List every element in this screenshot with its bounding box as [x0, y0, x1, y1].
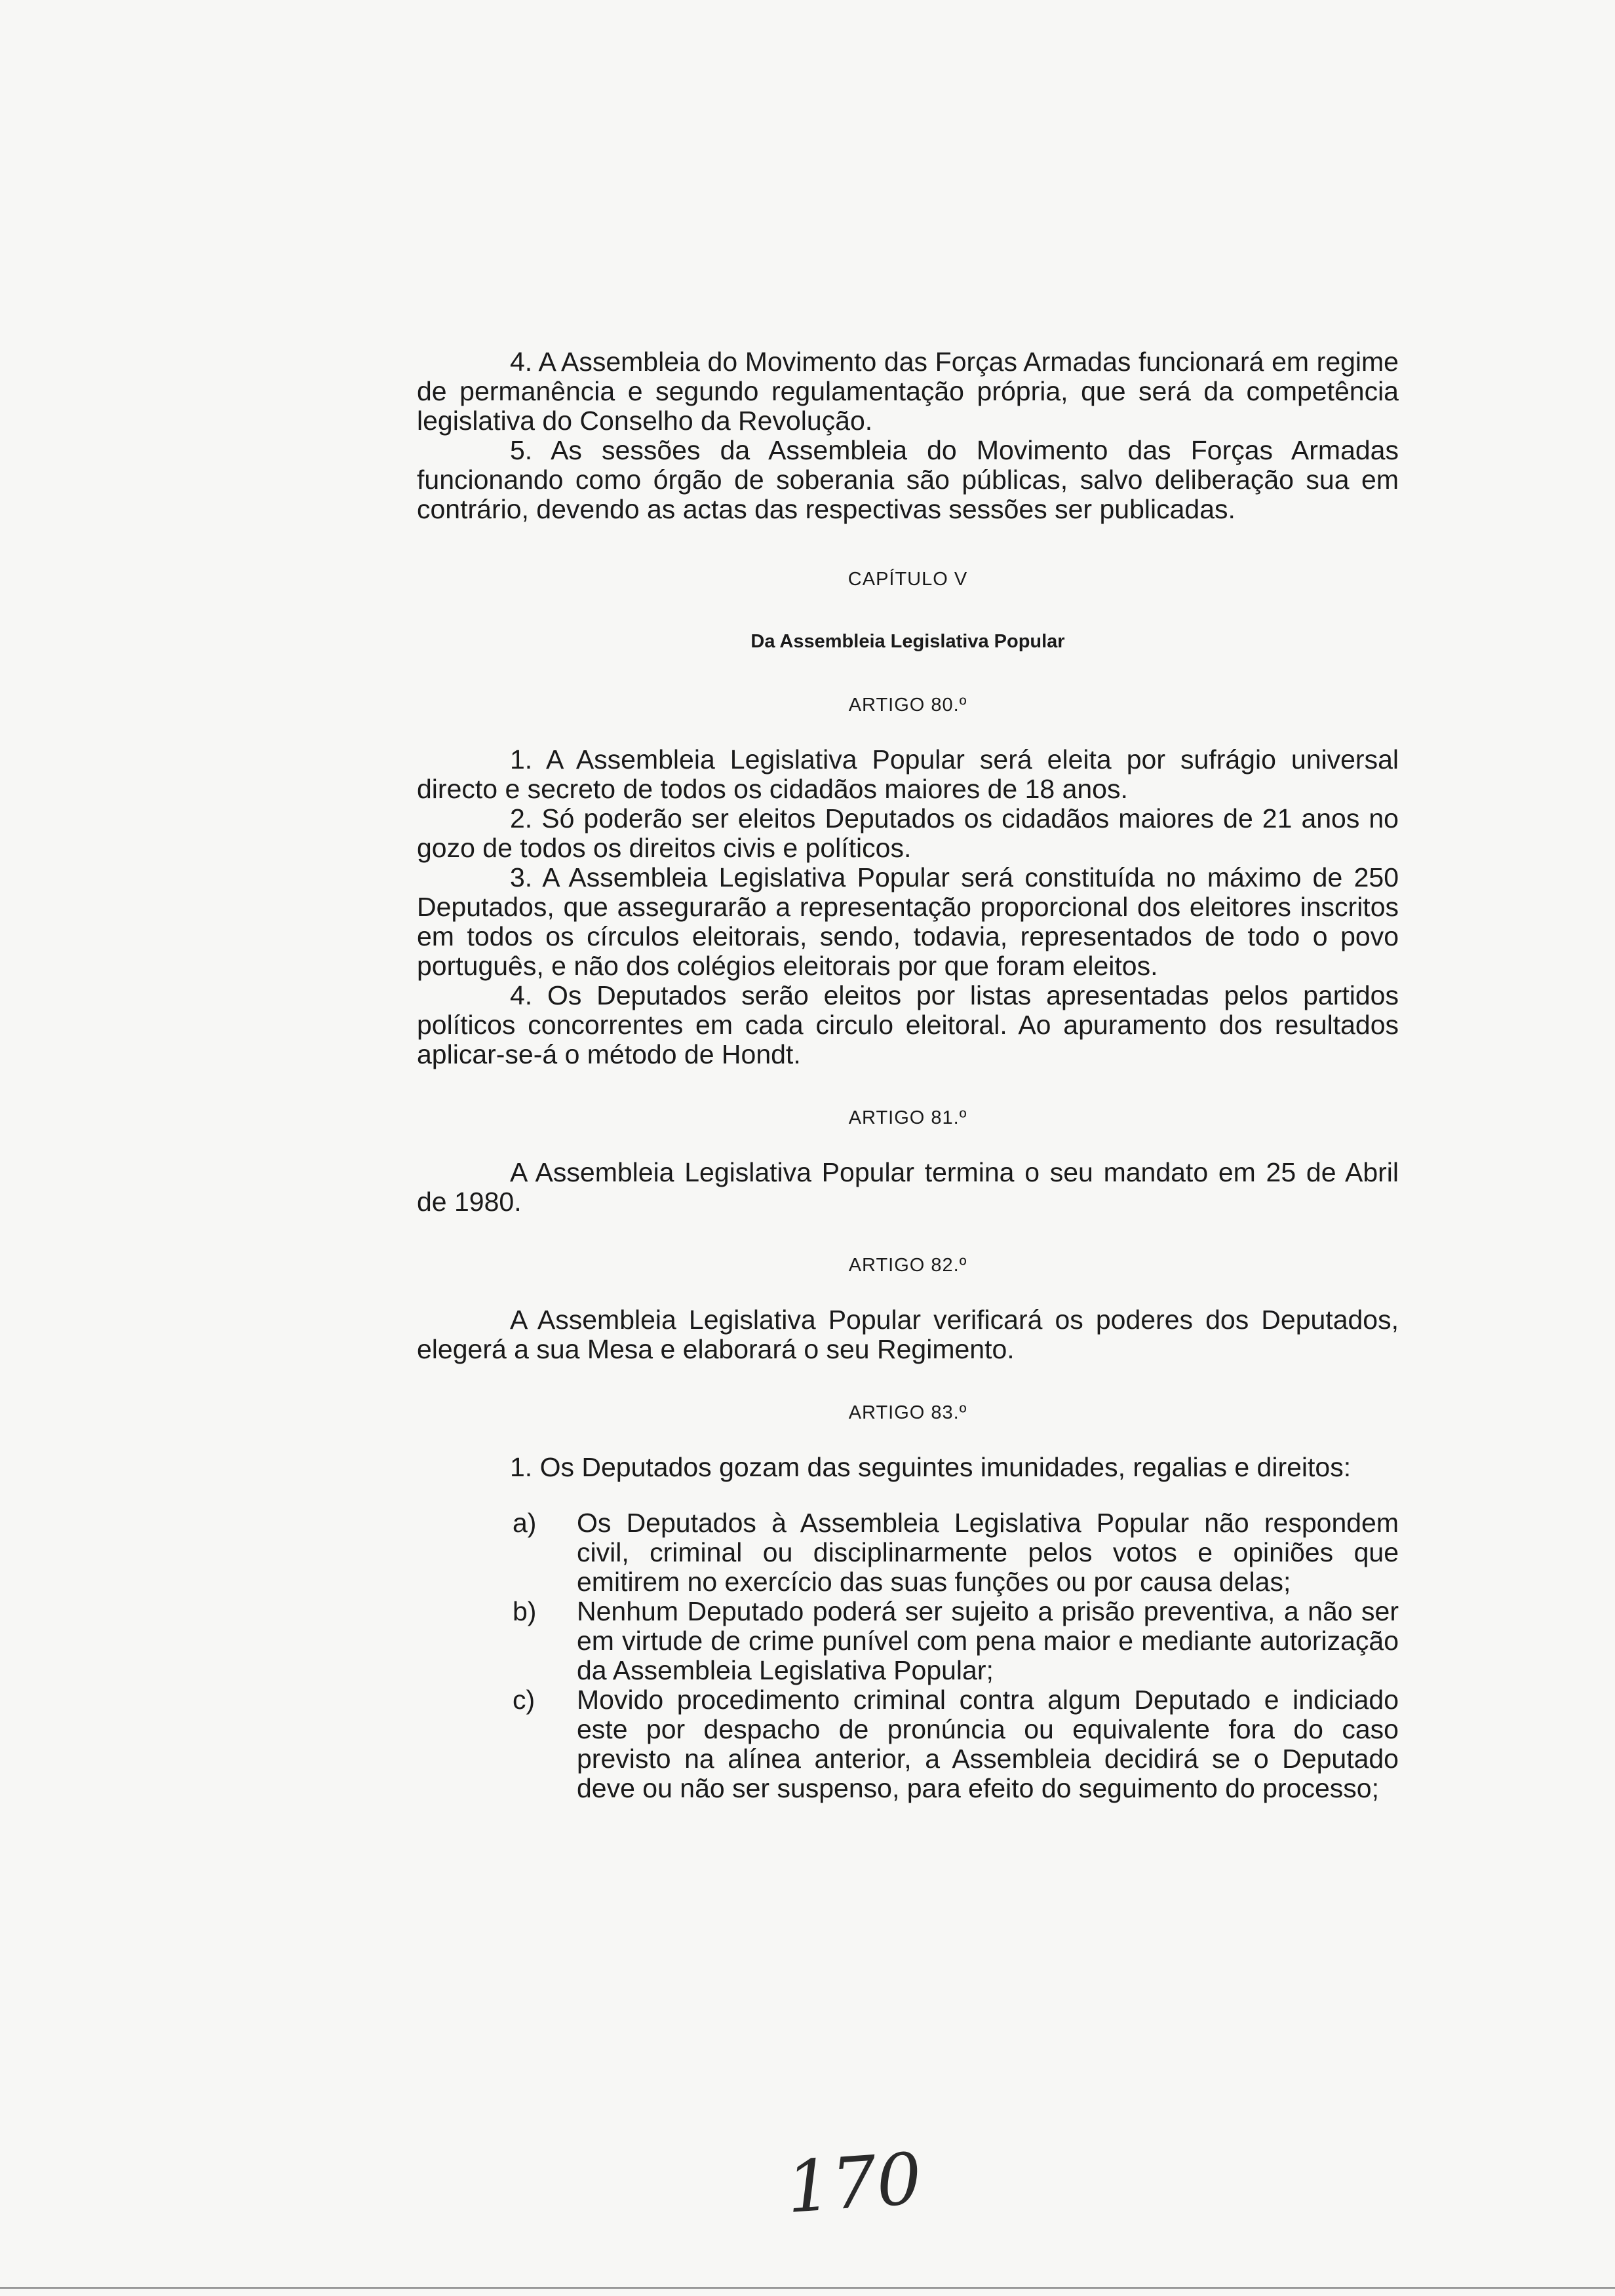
- article-81-heading: ARTIGO 81.º: [848, 1107, 967, 1128]
- handwritten-page-number: 170: [783, 2137, 925, 2230]
- alinea-letter: a): [513, 1508, 537, 1538]
- document-page: [417, 347, 1399, 1803]
- article-80-paragraph-2: 2. Só poderão ser eleitos Deputados os cidadãos maiores de 21 anos no gozo de todos os direitos civis e políticos.: [417, 803, 1399, 863]
- paragraph-5: 5. As sessões da Assembleia do Movimento das Forças Armadas funcionando como órgão de soberania são públicas, salvo deliberação sua em contrário, devendo as actas das respectivas sessões ser publicadas.: [417, 435, 1399, 524]
- alinea-a: [417, 1508, 1399, 1597]
- article-80-paragraph-4: 4. Os Deputados serão eleitos por listas apresentadas pelos partidos políticos concorrentes em cada circulo eleitoral. Ao apuramento dos resultados aplicar-se-á o método de Hondt.: [417, 980, 1399, 1069]
- article-83-paragraph-1: 1. Os Deputados gozam das seguintes imunidades, regalias e direitos:: [510, 1452, 1352, 1482]
- scan-bottom-edge: [0, 2287, 1615, 2289]
- article-83-alinea-list: [417, 1508, 1399, 1803]
- article-80-paragraph-1: 1. A Assembleia Legislativa Popular será eleita por sufrágio universal directo e secreto de todos os cidadãos maiores de 18 anos.: [417, 744, 1399, 804]
- chapter-title: Da Assembleia Legislativa Popular: [750, 631, 1065, 652]
- alinea-c: [417, 1685, 1399, 1803]
- alinea-letter: c): [513, 1685, 535, 1715]
- article-81-paragraph: A Assembleia Legislativa Popular termina o seu mandato em 25 de Abril de 1980.: [417, 1157, 1399, 1217]
- alinea-text: Nenhum Deputado poderá ser sujeito a prisão preventiva, a não ser em virtude de crime punível com pena maior e mediante autorização da Assembleia Legislativa Popular;: [577, 1596, 1399, 1685]
- alinea-text: Movido procedimento criminal contra algum Deputado e indiciado este por despacho de pronúncia ou equivalente fora do caso previsto na alínea anterior, a Assembleia decidirá se o Deputado deve ou não ser suspenso, para efeito do seguimento do processo;: [577, 1685, 1399, 1803]
- article-80-paragraph-3: 3. A Assembleia Legislativa Popular será constituída no máximo de 250 Deputados, que assegurarão a representação proporcional dos eleitores inscritos em todos os círculos eleitorais, sendo, todavia, representados de todo o povo português, e não dos colégios eleitorais por que foram eleitos.: [417, 862, 1399, 981]
- paragraph-4: 4. A Assembleia do Movimento das Forças Armadas funcionará em regime de permanência e segundo regulamentação própria, que será da competência legislativa do Conselho da Revolução.: [417, 347, 1399, 436]
- chapter-label: CAPÍTULO V: [847, 569, 968, 590]
- article-83-heading: ARTIGO 83.º: [848, 1402, 967, 1423]
- article-82-paragraph: A Assembleia Legislativa Popular verificará os poderes dos Deputados, elegerá a sua Mesa e elaborará o seu Regimento.: [417, 1305, 1399, 1364]
- alinea-letter: b): [513, 1596, 537, 1626]
- alinea-b: [417, 1597, 1399, 1685]
- article-82-heading: ARTIGO 82.º: [848, 1255, 967, 1276]
- article-80-heading: ARTIGO 80.º: [848, 695, 967, 716]
- alinea-text: Os Deputados à Assembleia Legislativa Popular não respondem civil, criminal ou disciplinarmente pelos votos e opiniões que emitirem no exercício das suas funções ou por causa delas;: [577, 1508, 1399, 1597]
